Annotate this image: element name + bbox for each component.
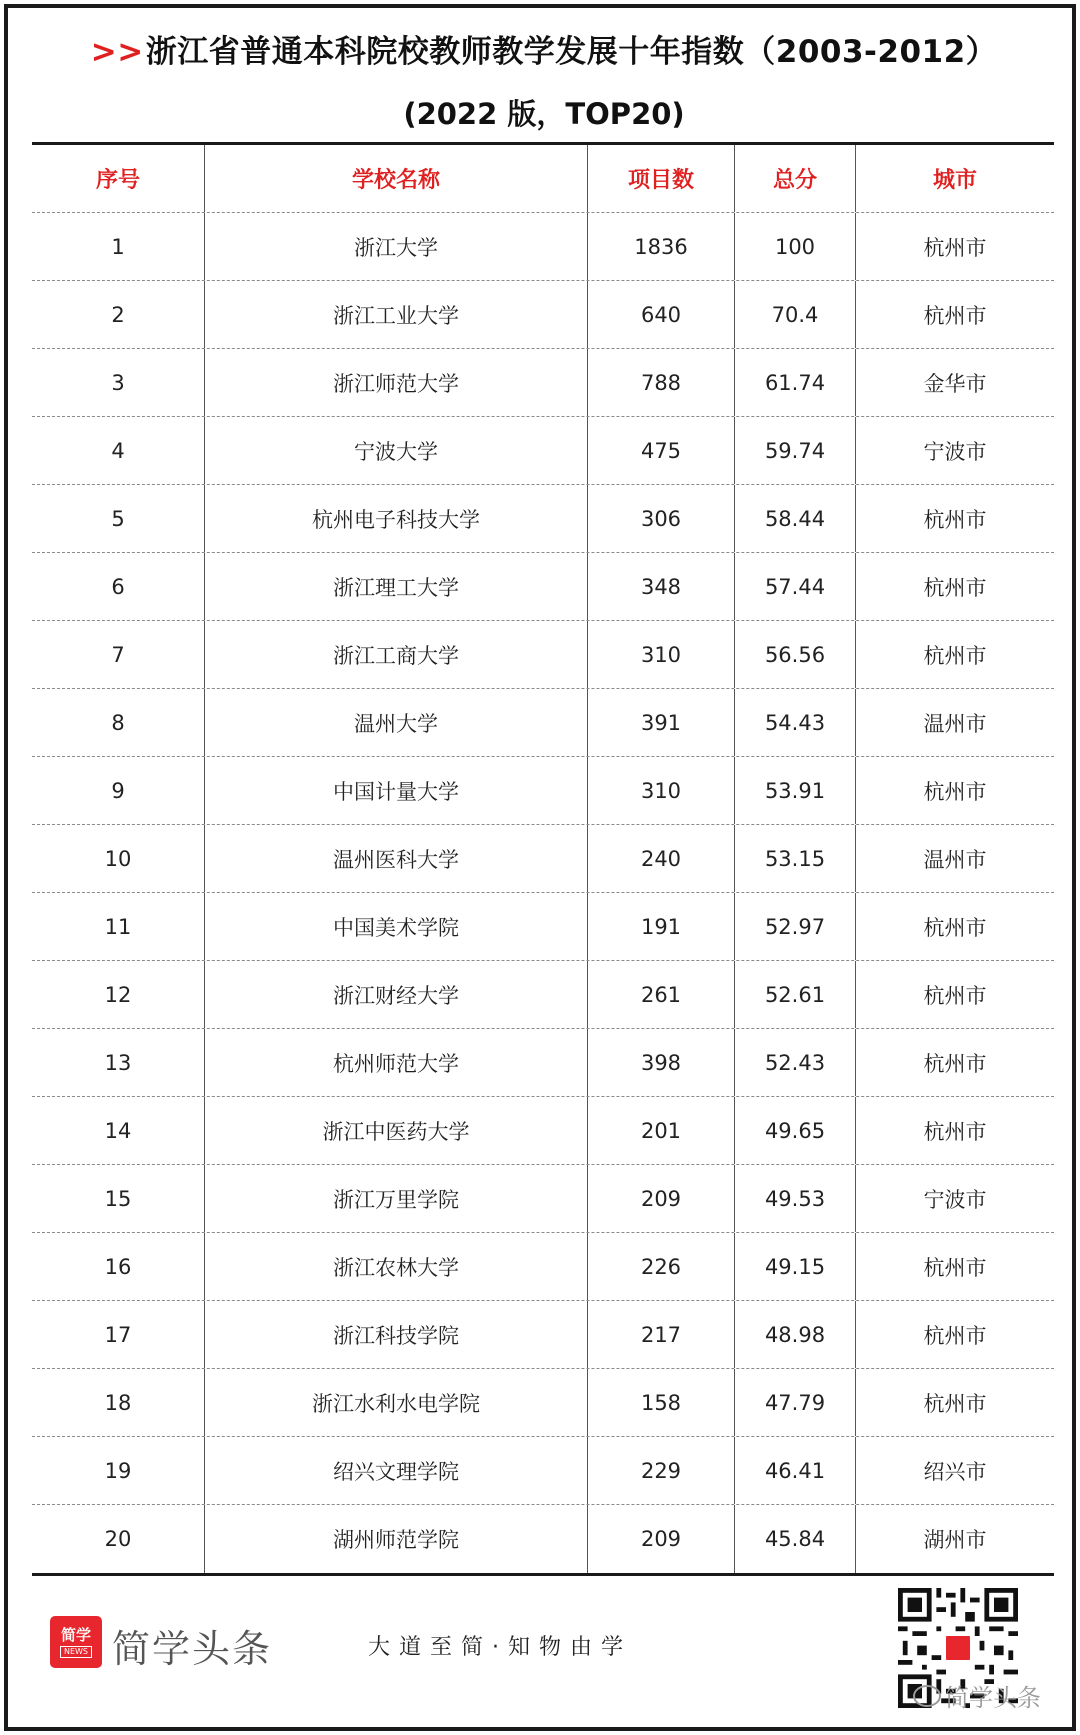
cell-score: 56.56 bbox=[735, 621, 856, 688]
cell-rank: 19 bbox=[32, 1437, 205, 1504]
cell-projects: 310 bbox=[588, 621, 735, 688]
cell-city: 绍兴市 bbox=[923, 1459, 987, 1484]
cell-projects: 209 bbox=[588, 1165, 735, 1232]
logo-top-text: 简学 bbox=[60, 1626, 91, 1644]
cell-score: 70.4 bbox=[735, 281, 856, 348]
cell-school: 浙江水利水电学院 bbox=[205, 1369, 588, 1436]
page-subtitle: (2022 版，TOP20) bbox=[403, 97, 685, 131]
cell-score: 61.74 bbox=[735, 349, 856, 416]
table-body bbox=[32, 213, 1054, 1573]
title-arrows: >> bbox=[90, 34, 144, 70]
cell-school: 宁波大学 bbox=[205, 417, 588, 484]
watermark bbox=[913, 1678, 1041, 1713]
brand-logo bbox=[50, 1616, 102, 1668]
cell-projects: 226 bbox=[588, 1233, 735, 1300]
cell-score: 49.53 bbox=[735, 1165, 856, 1232]
cell-projects: 191 bbox=[588, 893, 735, 960]
cell-school: 温州医科大学 bbox=[205, 825, 588, 892]
cell-projects: 306 bbox=[588, 485, 735, 552]
cell-score: 52.43 bbox=[735, 1029, 856, 1096]
cell-projects: 1836 bbox=[588, 213, 735, 280]
cell-rank: 20 bbox=[32, 1505, 205, 1573]
table-row bbox=[32, 1165, 1054, 1233]
cell-projects: 240 bbox=[588, 825, 735, 892]
cell-school: 浙江财经大学 bbox=[205, 961, 588, 1028]
cell-city: 杭州市 bbox=[923, 1255, 987, 1280]
cell-rank: 8 bbox=[32, 689, 205, 756]
wechat-icon bbox=[913, 1685, 941, 1707]
cell-school: 浙江中医药大学 bbox=[205, 1097, 588, 1164]
cell-score: 49.65 bbox=[735, 1097, 856, 1164]
cell-city: 杭州市 bbox=[923, 235, 987, 260]
cell-score: 59.74 bbox=[735, 417, 856, 484]
table-row bbox=[32, 961, 1054, 1029]
brand-name: 简学头条 bbox=[112, 1627, 273, 1671]
cell-school: 温州大学 bbox=[205, 689, 588, 756]
cell-city: 宁波市 bbox=[923, 1187, 987, 1212]
cell-score: 48.98 bbox=[735, 1301, 856, 1368]
table-row bbox=[32, 349, 1054, 417]
table-header-row bbox=[32, 145, 1054, 213]
cell-school: 浙江理工大学 bbox=[205, 553, 588, 620]
cell-rank: 11 bbox=[32, 893, 205, 960]
cell-school: 浙江农林大学 bbox=[205, 1233, 588, 1300]
cell-city: 杭州市 bbox=[923, 915, 987, 940]
table-row bbox=[32, 1437, 1054, 1505]
cell-projects: 209 bbox=[588, 1505, 735, 1573]
cell-city: 宁波市 bbox=[923, 439, 987, 464]
table-row bbox=[32, 1505, 1054, 1573]
cell-projects: 261 bbox=[588, 961, 735, 1028]
cell-school: 浙江大学 bbox=[205, 213, 588, 280]
cell-projects: 788 bbox=[588, 349, 735, 416]
header-school: 学校名称 bbox=[205, 145, 588, 212]
cell-rank: 3 bbox=[32, 349, 205, 416]
table-row bbox=[32, 281, 1054, 349]
watermark-text: 简学头条 bbox=[945, 1684, 1041, 1712]
header-rank: 序号 bbox=[32, 145, 205, 212]
cell-score: 47.79 bbox=[735, 1369, 856, 1436]
table-row bbox=[32, 417, 1054, 485]
cell-projects: 348 bbox=[588, 553, 735, 620]
cell-city: 杭州市 bbox=[923, 1391, 987, 1416]
cell-city: 杭州市 bbox=[923, 1323, 987, 1348]
title-text: 浙江省普通本科院校教师教学发展十年指数（2003-2012） bbox=[145, 34, 998, 70]
cell-score: 52.61 bbox=[735, 961, 856, 1028]
page-frame bbox=[4, 4, 1076, 1731]
cell-school: 中国美术学院 bbox=[205, 893, 588, 960]
cell-school: 浙江科技学院 bbox=[205, 1301, 588, 1368]
cell-school: 杭州电子科技大学 bbox=[205, 485, 588, 552]
cell-projects: 158 bbox=[588, 1369, 735, 1436]
cell-rank: 12 bbox=[32, 961, 205, 1028]
cell-score: 53.15 bbox=[735, 825, 856, 892]
cell-rank: 17 bbox=[32, 1301, 205, 1368]
cell-score: 45.84 bbox=[735, 1505, 856, 1573]
cell-projects: 391 bbox=[588, 689, 735, 756]
cell-rank: 14 bbox=[32, 1097, 205, 1164]
cell-school: 中国计量大学 bbox=[205, 757, 588, 824]
cell-score: 100 bbox=[735, 213, 856, 280]
cell-school: 浙江工业大学 bbox=[205, 281, 588, 348]
footer bbox=[8, 1568, 1080, 1728]
cell-school: 浙江师范大学 bbox=[205, 349, 588, 416]
cell-city: 杭州市 bbox=[923, 303, 987, 328]
cell-city: 杭州市 bbox=[923, 1119, 987, 1144]
cell-city: 杭州市 bbox=[923, 1051, 987, 1076]
cell-score: 46.41 bbox=[735, 1437, 856, 1504]
cell-school: 浙江工商大学 bbox=[205, 621, 588, 688]
header-city: 城市 bbox=[932, 168, 977, 193]
cell-school: 浙江万里学院 bbox=[205, 1165, 588, 1232]
cell-projects: 398 bbox=[588, 1029, 735, 1096]
cell-rank: 18 bbox=[32, 1369, 205, 1436]
table-row bbox=[32, 689, 1054, 757]
page-title bbox=[8, 26, 1080, 71]
table-row bbox=[32, 485, 1054, 553]
cell-rank: 4 bbox=[32, 417, 205, 484]
cell-projects: 217 bbox=[588, 1301, 735, 1368]
cell-score: 54.43 bbox=[735, 689, 856, 756]
cell-school: 杭州师范大学 bbox=[205, 1029, 588, 1096]
cell-rank: 7 bbox=[32, 621, 205, 688]
cell-projects: 201 bbox=[588, 1097, 735, 1164]
cell-school: 湖州师范学院 bbox=[205, 1505, 588, 1573]
header-projects: 项目数 bbox=[588, 145, 735, 212]
table-row bbox=[32, 1233, 1054, 1301]
header-score: 总分 bbox=[735, 145, 856, 212]
table-row bbox=[32, 1097, 1054, 1165]
cell-score: 49.15 bbox=[735, 1233, 856, 1300]
cell-city: 杭州市 bbox=[923, 643, 987, 668]
table-row bbox=[32, 1301, 1054, 1369]
cell-projects: 310 bbox=[588, 757, 735, 824]
qr-center-logo bbox=[944, 1634, 972, 1662]
cell-rank: 10 bbox=[32, 825, 205, 892]
cell-rank: 2 bbox=[32, 281, 205, 348]
cell-score: 53.91 bbox=[735, 757, 856, 824]
cell-rank: 6 bbox=[32, 553, 205, 620]
table-row bbox=[32, 825, 1054, 893]
slogan: 大道至简·知物由学 bbox=[368, 1635, 632, 1660]
ranking-table bbox=[32, 142, 1054, 1576]
table-row bbox=[32, 553, 1054, 621]
cell-rank: 13 bbox=[32, 1029, 205, 1096]
cell-city: 杭州市 bbox=[923, 983, 987, 1008]
cell-city: 温州市 bbox=[923, 711, 987, 736]
cell-projects: 229 bbox=[588, 1437, 735, 1504]
cell-score: 52.97 bbox=[735, 893, 856, 960]
cell-rank: 16 bbox=[32, 1233, 205, 1300]
cell-city: 温州市 bbox=[923, 847, 987, 872]
table-row bbox=[32, 1029, 1054, 1097]
cell-score: 57.44 bbox=[735, 553, 856, 620]
cell-projects: 475 bbox=[588, 417, 735, 484]
cell-city: 杭州市 bbox=[923, 507, 987, 532]
table-row bbox=[32, 213, 1054, 281]
cell-rank: 1 bbox=[32, 213, 205, 280]
table-row bbox=[32, 1369, 1054, 1437]
table-row bbox=[32, 893, 1054, 961]
cell-rank: 9 bbox=[32, 757, 205, 824]
table-row bbox=[32, 757, 1054, 825]
cell-city: 杭州市 bbox=[923, 779, 987, 804]
table-row bbox=[32, 621, 1054, 689]
cell-projects: 640 bbox=[588, 281, 735, 348]
cell-city: 杭州市 bbox=[923, 575, 987, 600]
cell-rank: 5 bbox=[32, 485, 205, 552]
logo-bottom-text: NEWS bbox=[60, 1646, 92, 1658]
cell-city: 湖州市 bbox=[923, 1528, 987, 1552]
cell-rank: 15 bbox=[32, 1165, 205, 1232]
cell-city: 金华市 bbox=[923, 371, 987, 396]
cell-school: 绍兴文理学院 bbox=[205, 1437, 588, 1504]
cell-score: 58.44 bbox=[735, 485, 856, 552]
